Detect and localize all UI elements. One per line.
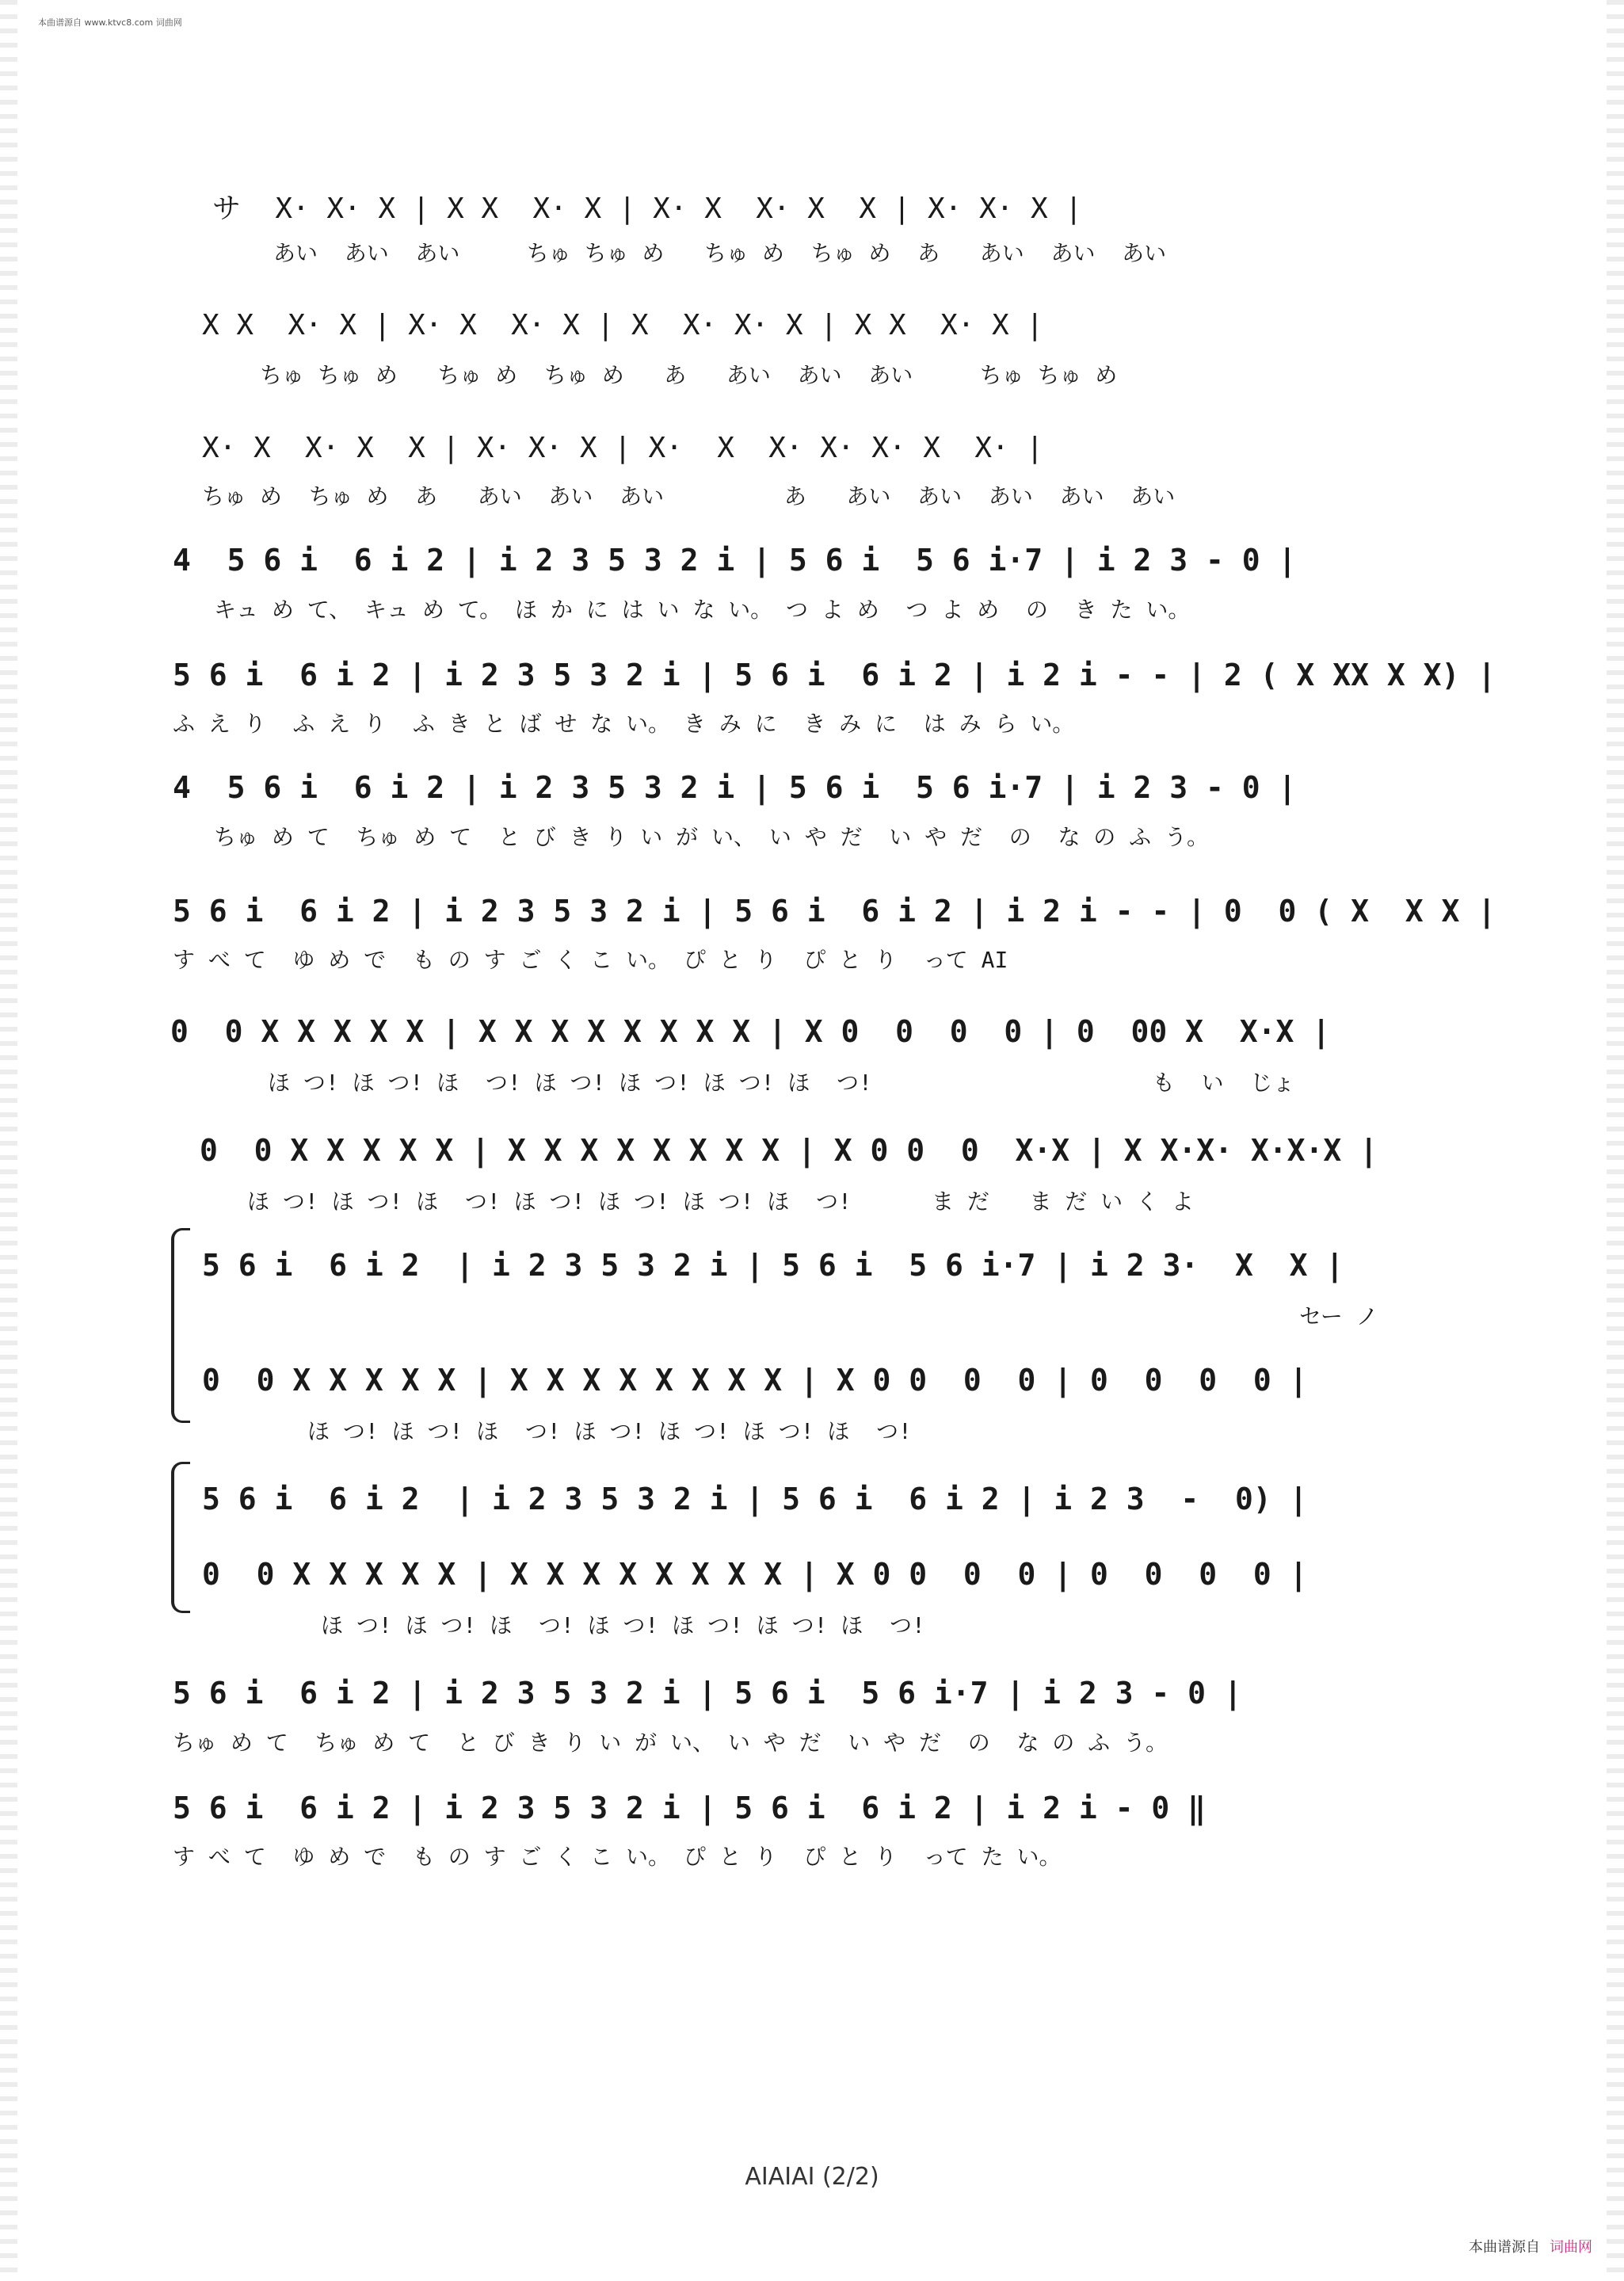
system-bracket <box>171 1228 190 1423</box>
lyric-line: ふ え り ふ え り ふ き と ば せ な い。 き み に き み に は み ら い。 <box>173 711 1075 737</box>
notation-line: 5 6 i 6 i 2 | i 2 3 5 3 2 i | 5 6 i 5 6 i·7 | i 2 3· X X | <box>202 1248 1344 1283</box>
footer-source-link[interactable]: 词曲网 <box>1550 2239 1592 2256</box>
lyric-line: ほ つ! ほ つ! ほ つ! ほ つ! ほ つ! ほ つ! ほ つ! ま だ ま だ い く よ <box>247 1188 1194 1215</box>
notation-line: 4 5 6 i 6 i 2 | i 2 3 5 3 2 i | 5 6 i 5 6 i·7 | i 2 3 - 0 | <box>173 543 1297 578</box>
notation-line: 0 0 X X X X X | X X X X X X X X | X 0 0 0 0 | 0 0 0 0 | <box>202 1557 1308 1592</box>
notation-line: 0 0 X X X X X | X X X X X X X X | X 0 0 0 X·X | X X·X· X·X·X | <box>200 1133 1378 1168</box>
lyric-line: す べ て ゆ め で も の す ご く こ い。 ぴ と り ぴ と り って た い。 <box>173 1844 1062 1870</box>
notation-line: 4 5 6 i 6 i 2 | i 2 3 5 3 2 i | 5 6 i 5 6 i·7 | i 2 3 - 0 | <box>173 770 1297 805</box>
lyric-line: キュ め て、 キュ め て。 ほ か に は い な い。 つ よ め つ よ め の き た い。 <box>214 597 1191 623</box>
notation-line: 5 6 i 6 i 2 | i 2 3 5 3 2 i | 5 6 i 5 6 i·7 | i 2 3 - 0 | <box>173 1676 1242 1711</box>
notation-line: 0 0 X X X X X | X X X X X X X X | X 0 0 0 0 | 0 0 0 0 | <box>202 1363 1308 1398</box>
lyric-line: セー ノ <box>1299 1303 1378 1329</box>
notation-line: サ X· X· X | X X X· X | X· X X· X X | X· X· X | <box>212 193 1083 225</box>
lyric-line: す べ て ゆ め で も の す ご く こ い。 ぴ と り ぴ と り って AI <box>173 947 1008 973</box>
lyric-line: ちゅ め ちゅ め あ あい あい あい あ あい あい あい あい あい <box>202 483 1176 509</box>
lyric-line: あい あい あい ちゅ ちゅ め ちゅ め ちゅ め あ あい あい あい <box>273 240 1167 266</box>
lyric-line: ほ つ! ほ つ! ほ つ! ほ つ! ほ つ! ほ つ! ほ つ! <box>307 1418 912 1444</box>
system-bracket <box>171 1462 190 1613</box>
notation-line: X· X X· X X | X· X· X | X· X X· X· X· X X· | <box>202 432 1044 464</box>
footer-source-left: 本曲谱源自 <box>1469 2239 1540 2256</box>
page-number-label: AIAIAI (2/2) <box>745 2163 879 2191</box>
footer-source <box>1469 2236 1592 2256</box>
notation-line: X X X· X | X· X X· X | X X· X· X | X X X· X | <box>202 309 1044 341</box>
notation-line: 5 6 i 6 i 2 | i 2 3 5 3 2 i | 5 6 i 6 i 2 | i 2 i - 0 ‖ <box>173 1791 1207 1825</box>
notation-line: 5 6 i 6 i 2 | i 2 3 5 3 2 i | 5 6 i 6 i 2 | i 2 i - - | 2 ( X XX X X) | <box>173 658 1496 692</box>
lyric-line: ちゅ め て ちゅ め て と び き り い が い、 い や だ い や だ の な の ふ う。 <box>173 1730 1168 1756</box>
lyric-line: ほ つ! ほ つ! ほ つ! ほ つ! ほ つ! ほ つ! ほ つ! <box>321 1612 925 1638</box>
notation-line: 0 0 X X X X X | X X X X X X X X | X 0 0 0 0 | 0 00 X X·X | <box>170 1014 1331 1049</box>
lyric-line: ちゅ ちゅ め ちゅ め ちゅ め あ あい あい あい ちゅ ちゅ め <box>260 362 1118 388</box>
notation-line: 5 6 i 6 i 2 | i 2 3 5 3 2 i | 5 6 i 6 i 2 | i 2 i - - | 0 0 ( X X X | <box>173 894 1496 929</box>
header-source-text: 本曲谱源自 www.ktvc8.com 词曲网 <box>38 17 182 28</box>
lyric-line: ちゅ め て ちゅ め て と び き り い が い、 い や だ い や だ の な の ふ う。 <box>214 824 1210 850</box>
lyric-line: ほ つ! ほ つ! ほ つ! ほ つ! ほ つ! ほ つ! ほ つ! も い じょ <box>268 1070 1295 1096</box>
notation-line: 5 6 i 6 i 2 | i 2 3 5 3 2 i | 5 6 i 6 i 2 | i 2 3 - 0) | <box>202 1482 1308 1516</box>
